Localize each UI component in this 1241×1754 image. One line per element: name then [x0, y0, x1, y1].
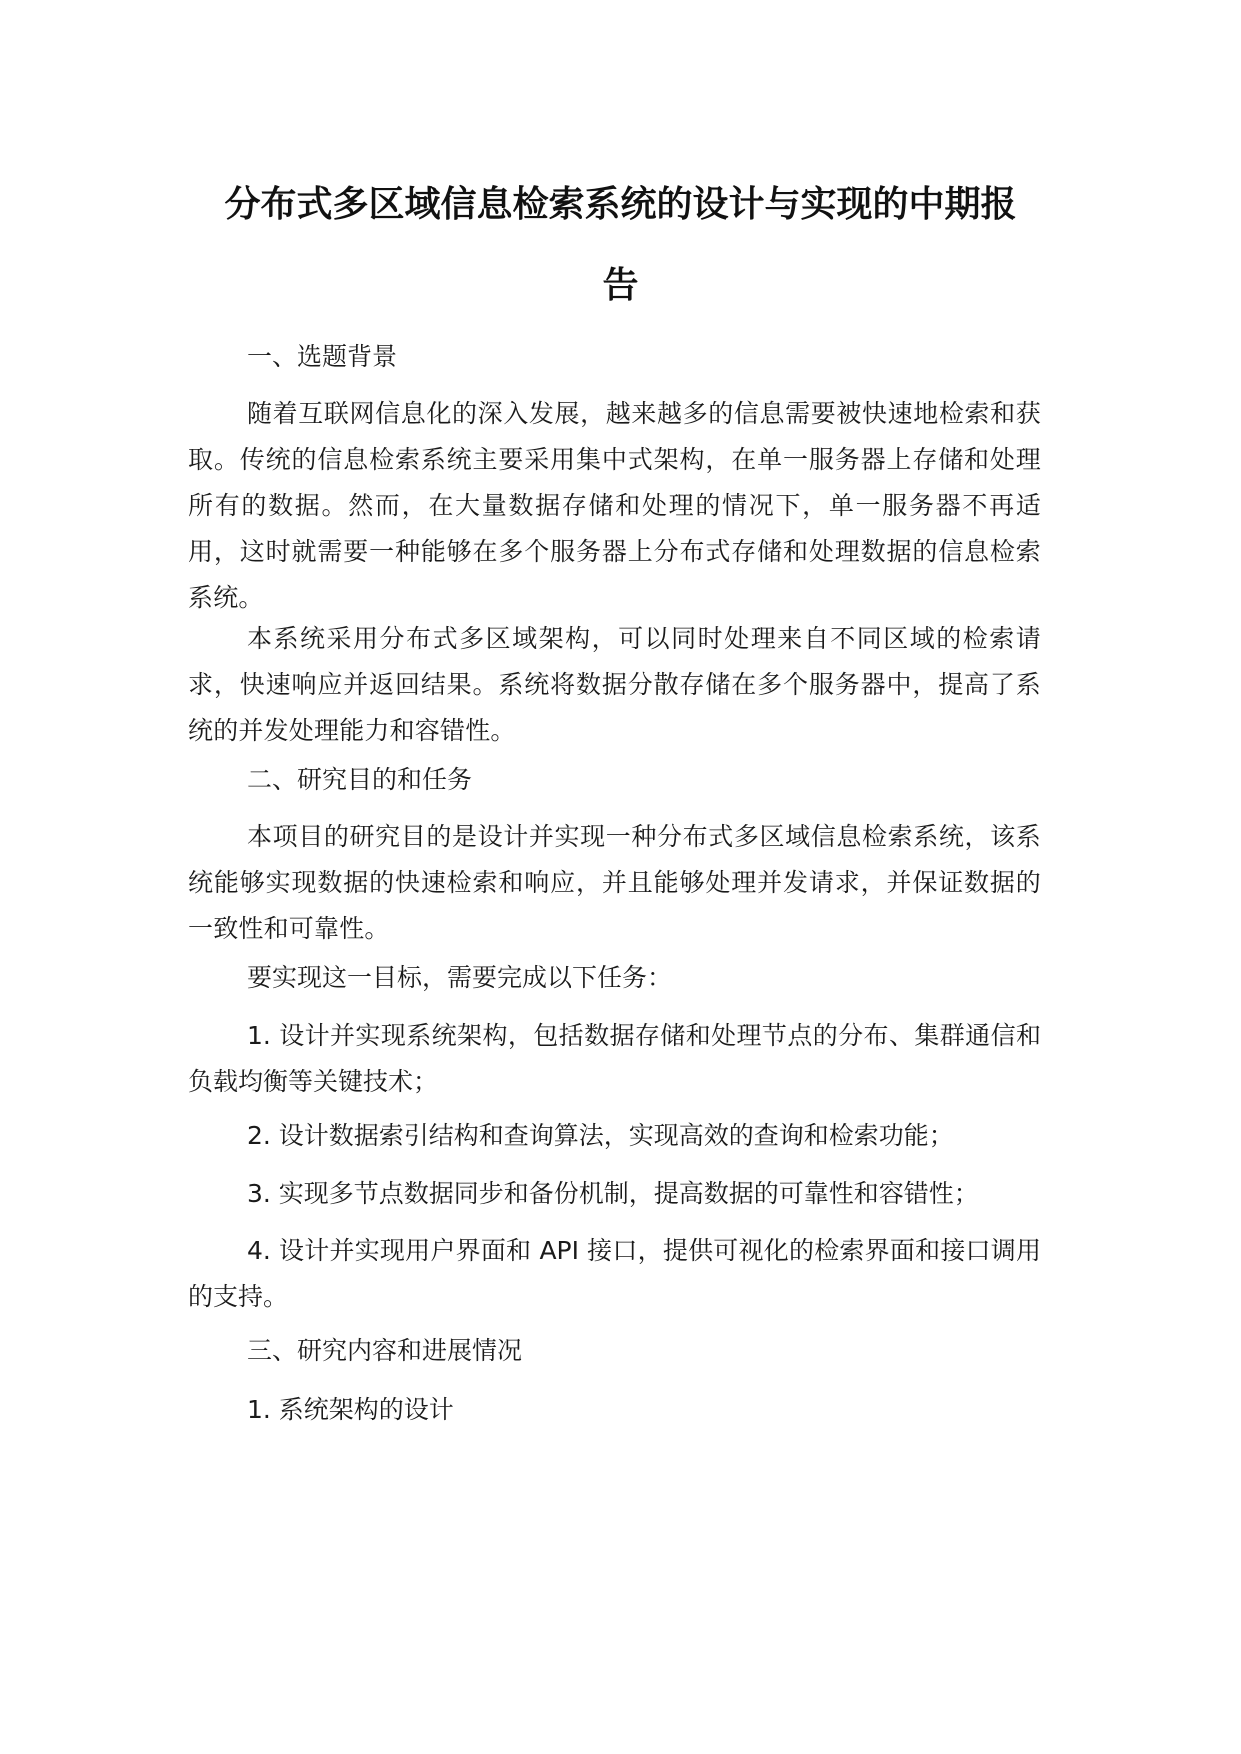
task-item-3: 3. 实现多节点数据同步和备份机制，提高数据的可靠性和容错性； — [247, 1179, 979, 1208]
task-item-1: 1. 设计并实现系统架构，包括数据存储和处理节点的分布、集群通信和负载均衡等关键技术； — [188, 1021, 1041, 1096]
document-title-line2: 告 — [602, 265, 639, 306]
subsection-heading-architecture: 1. 系统架构的设计 — [247, 1395, 454, 1424]
section-heading-purpose: 二、研究目的和任务 — [247, 765, 473, 794]
task-item-2: 2. 设计数据索引结构和查询算法，实现高效的查询和检索功能； — [247, 1121, 954, 1150]
paragraph-purpose-1: 本项目的研究目的是设计并实现一种分布式多区域信息检索系统，该系统能够实现数据的快速检索和响应，并且能够处理并发请求，并保证数据的一致性和可靠性。 — [188, 822, 1041, 943]
paragraph-purpose-2: 要实现这一目标，需要完成以下任务： — [247, 963, 673, 992]
paragraph-background-1: 随着互联网信息化的深入发展，越来越多的信息需要被快速地检索和获取。传统的信息检索系统主要采用集中式架构，在单一服务器上存储和处理所有的数据。然而，在大量数据存储和处理的情况下，单一服务器不再适用，这时就需要一种能够在多个服务器上分布式存储和处理数据的信息检索系统。 — [188, 399, 1041, 612]
document-title-line1: 分布式多区域信息检索系统的设计与实现的中期报 — [224, 184, 1017, 225]
section-heading-content: 三、研究内容和进展情况 — [247, 1336, 523, 1365]
task-item-4: 4. 设计并实现用户界面和 API 接口，提供可视化的检索界面和接口调用的支持。 — [188, 1236, 1041, 1311]
section-heading-background: 一、选题背景 — [247, 342, 398, 371]
paragraph-background-2: 本系统采用分布式多区域架构，可以同时处理来自不同区域的检索请求，快速响应并返回结果。系统将数据分散存储在多个服务器中，提高了系统的并发处理能力和容错性。 — [188, 624, 1041, 745]
